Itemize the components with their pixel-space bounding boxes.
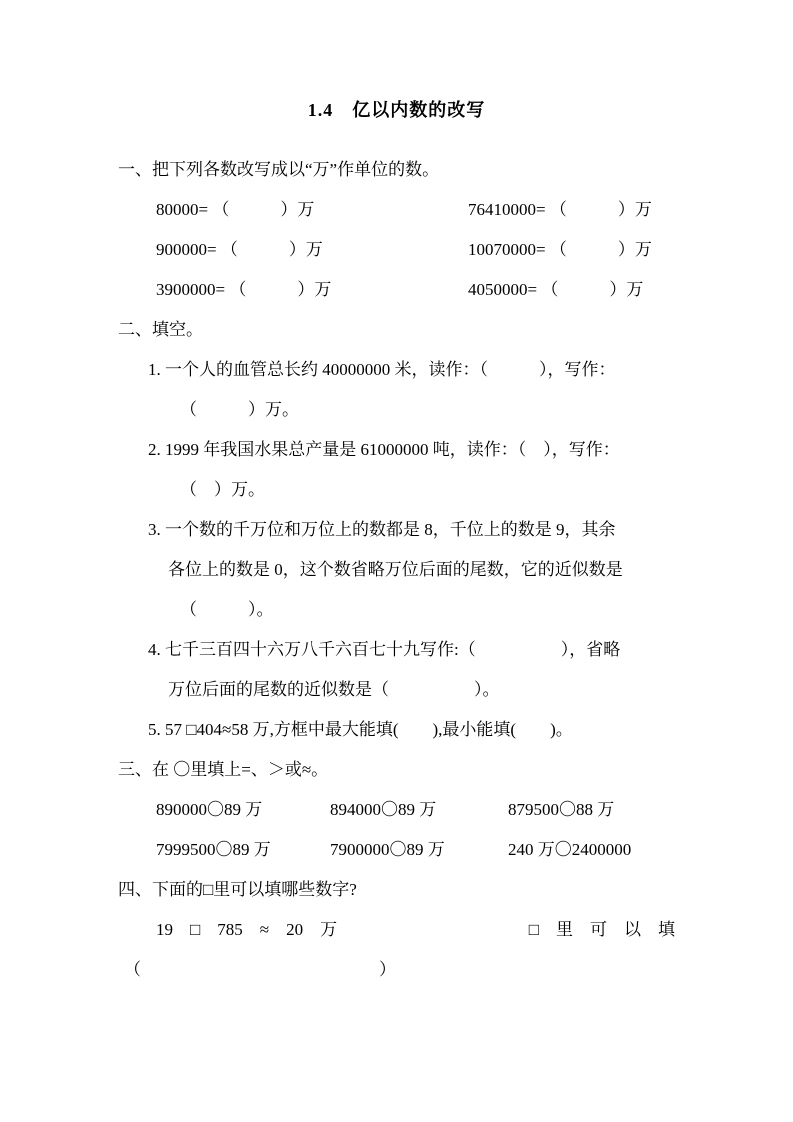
comparison-row [118, 830, 675, 870]
section2-heading: 二、填空。 [118, 320, 203, 339]
answer-blank-line: （ ） [124, 960, 396, 979]
section1-row [118, 230, 675, 270]
comparison-item: 240 万〇2400000 [508, 840, 632, 859]
fill-in-item-2-cont: （ ）万。 [180, 480, 265, 499]
section1-row [118, 270, 675, 310]
fill-in-item-3-cont: 各位上的数是 0，这个数省略万位后面的尾数，它的近似数是 [168, 560, 623, 579]
fill-in-item-3: 3. 一个数的千万位和万位上的数都是 8，千位上的数是 9，其余 [148, 520, 616, 539]
conversion-blank: 3900000= （ ）万 [156, 280, 332, 299]
fill-in-item-5: 5. 57 □404≈58 万,方框中最大能填( ),最小能填( )。 [148, 720, 573, 739]
comparison-item: 7999500〇89 万 [156, 840, 271, 859]
comparison-item: 894000〇89 万 [330, 800, 437, 819]
fill-in-item-4-cont: 万位后面的尾数的近似数是（ ）。 [168, 680, 500, 699]
page-title: 1.4 亿以内数的改写 [307, 100, 486, 120]
section3-heading: 三、在 〇里填上=、＞或≈。 [118, 760, 329, 779]
conversion-blank: 10070000= （ ）万 [468, 240, 652, 259]
section1-heading: 一、把下列各数改写成以“万”作单位的数。 [118, 160, 440, 179]
comparison-item: 7900000〇89 万 [330, 840, 445, 859]
comparison-item: 879500〇88 万 [508, 800, 615, 819]
comparison-row [118, 790, 675, 830]
question-prompt: □ 里 可 以 填 [528, 920, 675, 939]
conversion-blank: 76410000= （ ）万 [468, 200, 652, 219]
conversion-blank: 80000= （ ）万 [156, 200, 315, 219]
section1-row [118, 190, 675, 230]
fill-in-item-2: 2. 1999 年我国水果总产量是 61000000 吨，读作：（ ），写作： [148, 440, 620, 459]
section4-question-row [118, 910, 675, 950]
fill-in-item-3-cont2: （ ）。 [180, 600, 274, 619]
fill-in-item-4: 4. 七千三百四十六万八千六百七十九写作:（ ），省略 [148, 640, 621, 659]
section4-heading: 四、下面的□里可以填哪些数字? [118, 880, 357, 899]
conversion-blank: 4050000= （ ）万 [468, 280, 644, 299]
conversion-blank: 900000= （ ）万 [156, 240, 323, 259]
fill-in-item-1: 1. 一个人的血管总长约 40000000 米，读作：（ ），写作： [148, 360, 616, 379]
fill-in-item-1-cont: （ ）万。 [180, 400, 299, 419]
question-expression: 19 □ 785 ≈ 20 万 [156, 920, 338, 939]
comparison-item: 890000〇89 万 [156, 800, 263, 819]
